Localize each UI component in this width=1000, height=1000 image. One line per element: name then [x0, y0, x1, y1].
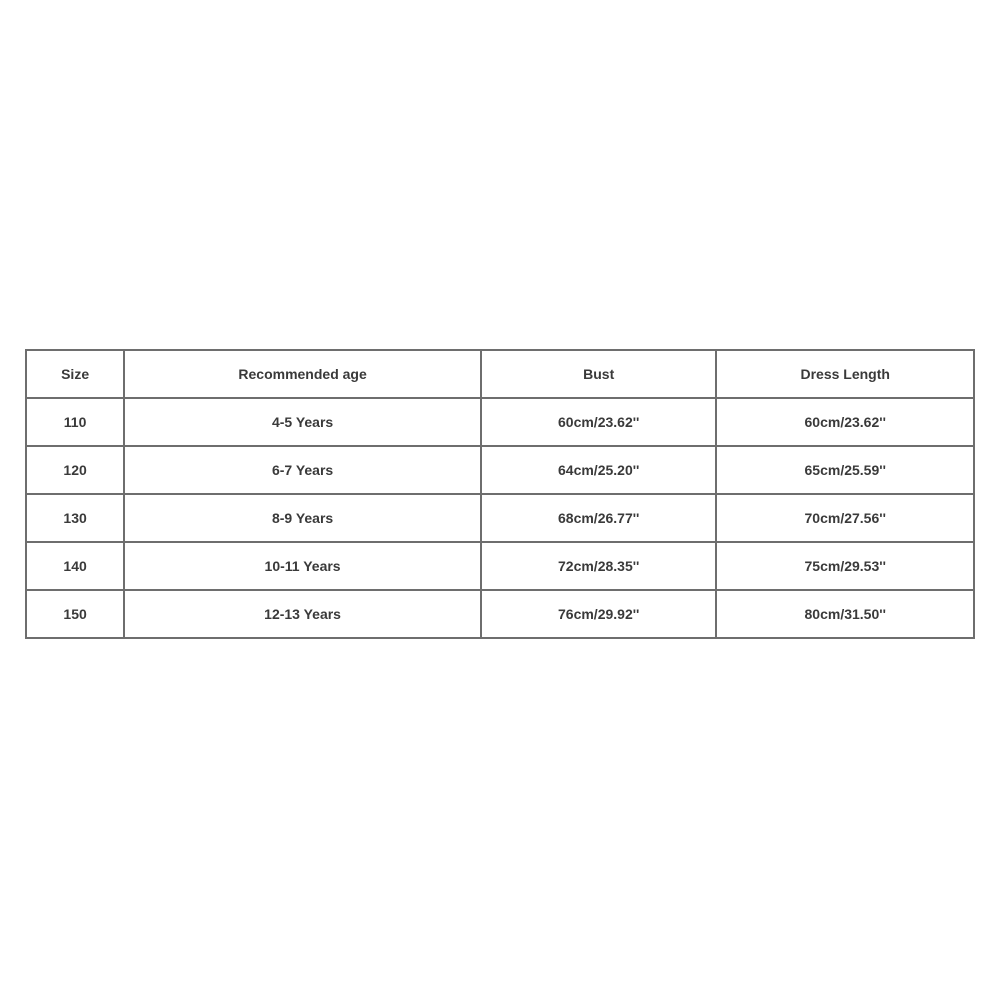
size-chart-table — [25, 349, 975, 639]
cell-size: 110 — [26, 398, 124, 446]
header-size: Size — [26, 350, 124, 398]
header-bust: Bust — [481, 350, 716, 398]
cell-size: 120 — [26, 446, 124, 494]
table-row — [26, 590, 974, 638]
cell-size: 150 — [26, 590, 124, 638]
cell-bust: 64cm/25.20'' — [481, 446, 716, 494]
cell-bust: 68cm/26.77'' — [481, 494, 716, 542]
cell-dress-length: 70cm/27.56'' — [716, 494, 974, 542]
cell-size: 140 — [26, 542, 124, 590]
header-recommended-age: Recommended age — [124, 350, 481, 398]
cell-bust: 72cm/28.35'' — [481, 542, 716, 590]
cell-size: 130 — [26, 494, 124, 542]
table-row — [26, 398, 974, 446]
cell-bust: 76cm/29.92'' — [481, 590, 716, 638]
cell-recommended-age: 4-5 Years — [124, 398, 481, 446]
cell-recommended-age: 6-7 Years — [124, 446, 481, 494]
cell-recommended-age: 12-13 Years — [124, 590, 481, 638]
cell-bust: 60cm/23.62'' — [481, 398, 716, 446]
cell-dress-length: 80cm/31.50'' — [716, 590, 974, 638]
table-row — [26, 446, 974, 494]
cell-recommended-age: 8-9 Years — [124, 494, 481, 542]
cell-dress-length: 60cm/23.62'' — [716, 398, 974, 446]
cell-recommended-age: 10-11 Years — [124, 542, 481, 590]
table-row — [26, 494, 974, 542]
cell-dress-length: 75cm/29.53'' — [716, 542, 974, 590]
table-row — [26, 542, 974, 590]
header-dress-length: Dress Length — [716, 350, 974, 398]
cell-dress-length: 65cm/25.59'' — [716, 446, 974, 494]
table-header-row — [26, 350, 974, 398]
